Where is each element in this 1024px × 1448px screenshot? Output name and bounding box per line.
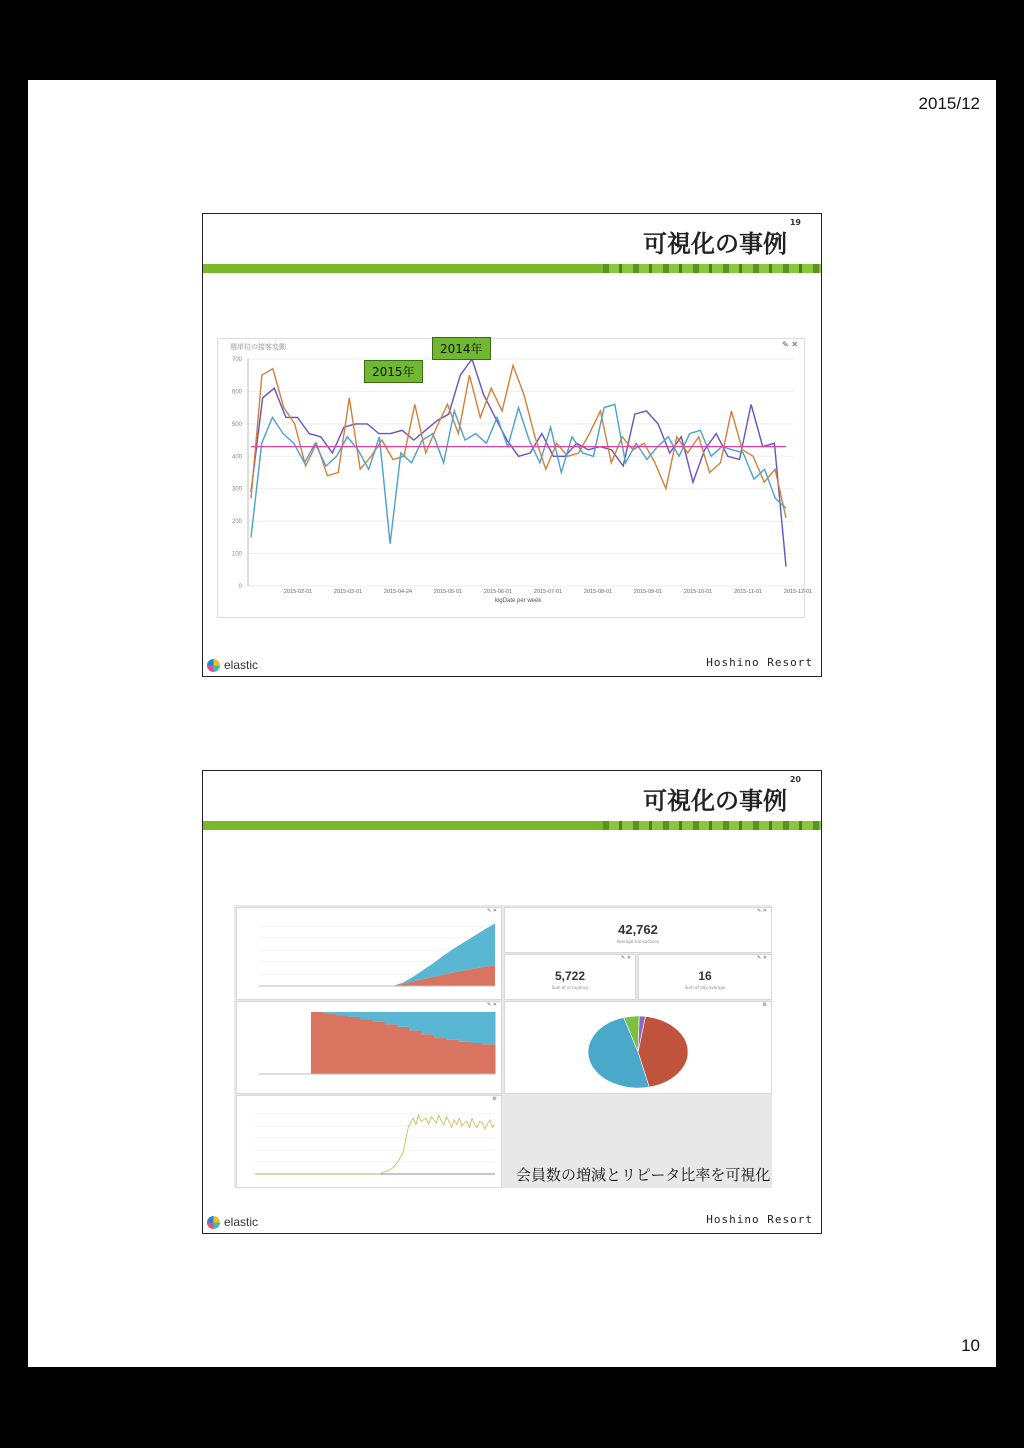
y-tick-label: 0 (238, 584, 242, 590)
panel-tools[interactable]: ✎ ✕ (487, 908, 497, 914)
bar-segment (348, 1012, 361, 1017)
bar-segment (483, 1044, 496, 1074)
x-tick-label: 2015-12-01 (783, 589, 813, 595)
metric-label: Average transactions (616, 939, 660, 944)
callout-2015: 2015年 (364, 360, 423, 383)
bar-segment (458, 1042, 471, 1074)
x-tick-label: 2015-05-01 (433, 589, 463, 595)
slide-title: 可視化の事例 (643, 787, 787, 815)
kibana-dashboard (234, 905, 772, 1188)
y-tick-label: 500 (231, 421, 242, 428)
series-line (255, 1115, 495, 1174)
bar-segment (483, 1012, 496, 1044)
bar-segment (421, 1012, 434, 1034)
elastic-logo: elastic (207, 1215, 258, 1229)
daily-line-chart (237, 1096, 501, 1187)
slide-caption: 会員数の増減とリピータ比率を可視化 (516, 1166, 771, 1184)
slide-number: 19 (789, 218, 801, 227)
bar-segment (409, 1012, 422, 1031)
panel-title: 週単位の接客変動 (230, 343, 286, 351)
brand-name: Hoshino Resort (706, 656, 813, 669)
y-tick-label: 300 (231, 486, 242, 493)
x-tick-label: 2015-09-01 (633, 589, 663, 595)
x-tick-label: 2015-06-01 (483, 589, 513, 595)
bar-segment (434, 1038, 447, 1074)
bar-segment (336, 1015, 349, 1074)
bar-segment (421, 1034, 434, 1074)
y-tick-label: 200 (231, 519, 242, 526)
cumulative-area-chart (237, 908, 501, 999)
dashboard-panel-bars (236, 1001, 502, 1094)
panel-tools[interactable]: ⚙ (492, 1096, 497, 1102)
panel-tools[interactable]: ✎ ✕ (757, 955, 767, 961)
series-line (251, 359, 786, 567)
bar-segment (434, 1012, 447, 1038)
panel-tools[interactable]: ✎ ✕ (621, 955, 631, 961)
y-tick-label: 700 (231, 357, 242, 363)
bar-segment (372, 1012, 385, 1022)
metric-value: 5,722 (554, 969, 586, 983)
metric-panel-day-average (638, 954, 772, 1000)
y-tick-label: 400 (231, 454, 242, 461)
dashboard-panel-line (236, 1095, 502, 1188)
callout-2014: 2014年 (432, 337, 491, 360)
y-tick-label: 100 (231, 551, 242, 558)
header-date: 2015/12 (918, 94, 980, 113)
bar-segment (385, 1024, 398, 1074)
y-tick-label: 600 (231, 389, 242, 396)
x-tick-label: 2015-10-01 (683, 589, 713, 595)
elastic-logo-icon (207, 659, 220, 672)
elastic-logo-icon (207, 1216, 220, 1229)
bar-segment (360, 1019, 373, 1074)
bar-segment (446, 1040, 459, 1074)
bar-segment (360, 1012, 373, 1019)
metric-label: Sum of occupancy (551, 985, 589, 990)
bar-segment (372, 1022, 385, 1074)
bar-segment (323, 1012, 336, 1013)
elastic-logo: elastic (207, 658, 258, 672)
x-tick-label: 2015-04-24 (383, 589, 413, 595)
panel-tools[interactable]: ⚙ (762, 1002, 767, 1008)
green-divider (203, 264, 821, 273)
panel-tools[interactable]: ✎ ✕ (782, 340, 798, 349)
metric-panel-occupancy (504, 954, 636, 1000)
bar-segment (470, 1012, 483, 1043)
bar-segment (385, 1012, 398, 1024)
weekly-line-chart (218, 339, 813, 617)
x-tick-label: 2015-08-01 (583, 589, 613, 595)
bar-segment (348, 1017, 361, 1074)
dashboard-panel-area (236, 907, 502, 1000)
brand-name: Hoshino Resort (706, 1213, 813, 1226)
bar-segment (311, 1012, 324, 1074)
x-tick-label: 2015-02-01 (283, 589, 313, 595)
x-tick-label: 2015-03-01 (333, 589, 363, 595)
bar-segment (397, 1027, 410, 1074)
metric-label: Sum of day-average (684, 985, 726, 990)
slide-number: 20 (789, 775, 801, 784)
bar-segment (458, 1012, 471, 1042)
bar-segment (397, 1012, 410, 1027)
x-tick-label: 2015-11-01 (734, 589, 762, 595)
x-tick-label: 2015-07-01 (533, 589, 563, 595)
dashboard-panel-pie (504, 1001, 772, 1094)
x-axis-label: logDate per week (494, 598, 542, 604)
bar-segment (323, 1013, 336, 1074)
bar-segment (446, 1012, 459, 1040)
page-number: 10 (961, 1336, 980, 1355)
slide-title: 可視化の事例 (643, 230, 787, 258)
bar-segment (336, 1012, 349, 1015)
green-divider (203, 821, 821, 830)
ratio-bar-chart (237, 1002, 501, 1093)
metric-value: 42,762 (618, 922, 658, 937)
bar-segment (409, 1031, 422, 1074)
metric-panel-transactions (504, 907, 772, 953)
panel-tools[interactable]: ✎ ✕ (757, 908, 767, 914)
bar-segment (470, 1043, 483, 1074)
panel-tools[interactable]: ✎ ✕ (487, 1002, 497, 1008)
metric-value: 16 (698, 969, 712, 983)
chart-panel (217, 338, 813, 618)
slide-19 (202, 213, 822, 677)
repeater-pie-chart (505, 1002, 771, 1093)
